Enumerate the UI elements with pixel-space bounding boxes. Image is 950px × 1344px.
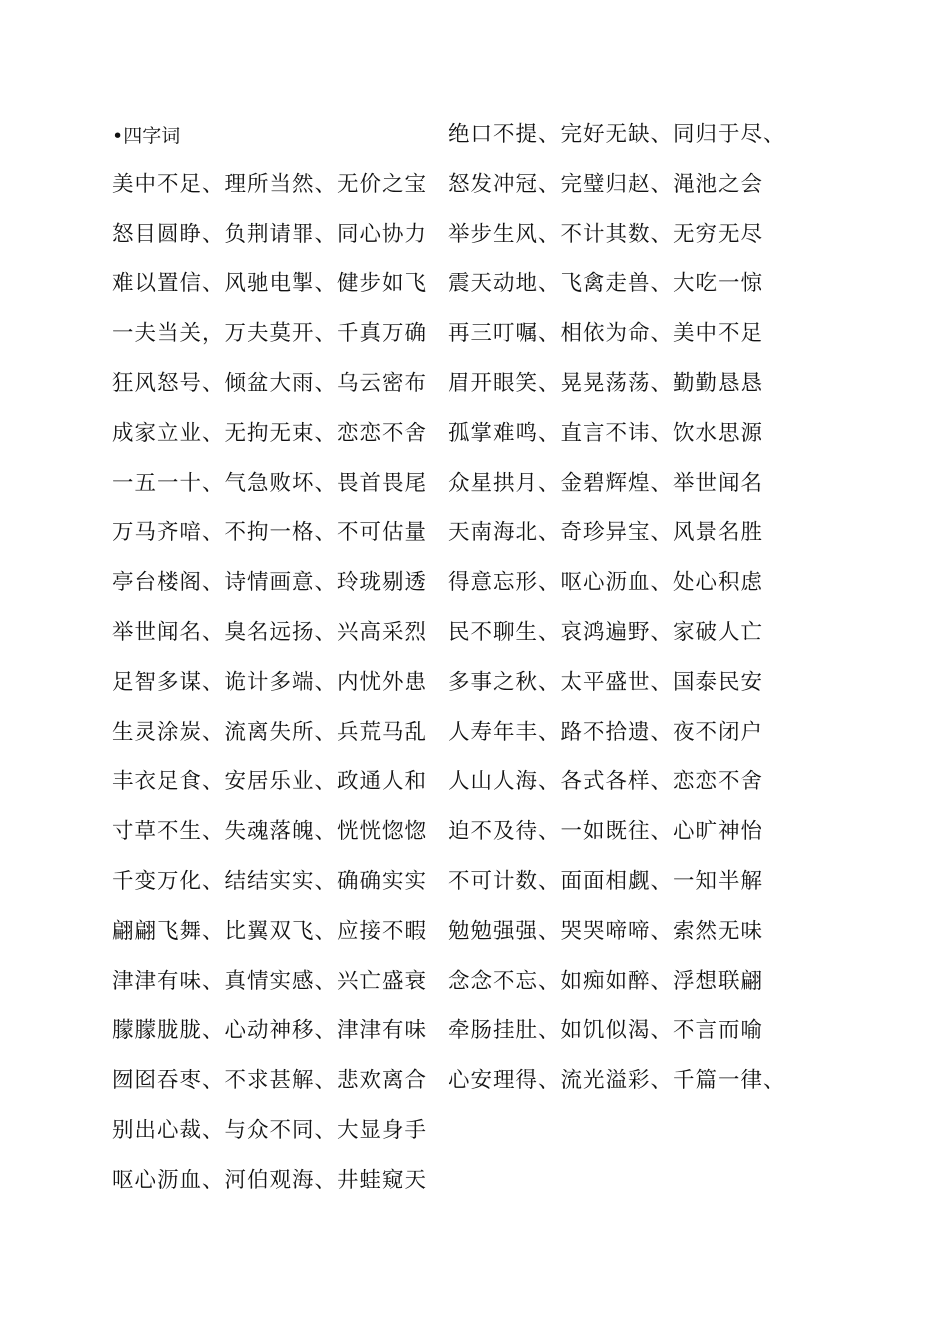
idiom-line: 民不聊生、哀鸿遍野、家破人亡 (448, 620, 764, 645)
idiom-line: 美中不足、理所当然、无价之宝 (112, 171, 428, 197)
idiom-line: 寸草不生、失魂落魄、恍恍惚惚 (112, 819, 428, 845)
idiom-line: 翩翩飞舞、比翼双飞、应接不暇 (112, 918, 428, 944)
idiom-line: 震天动地、飞禽走兽、大吃一惊 (448, 271, 764, 297)
idiom-line: 举步生风、不计其数、无穷无尽 (448, 221, 764, 247)
idiom-line: 一五一十、气急败坏、畏首畏尾 (112, 470, 428, 496)
idiom-line: 念念不忘、如痴如醉、浮想联翩 (448, 968, 764, 994)
idiom-line: 朦朦胧胧、心动神移、津津有味 (112, 1018, 428, 1044)
idiom-line: 足智多谋、诡计多端、内忧外患 (112, 669, 428, 695)
idiom-line: 迫不及待、一如既往、心旷神怡 (448, 819, 764, 845)
idiom-line: 生灵涂炭、流离失所、兵荒马乱 (112, 719, 428, 745)
idiom-line: 心安理得、流光溢彩、千篇一律、 (448, 1068, 786, 1094)
idiom-line: 举世闻名、臭名远扬、兴高采烈 (112, 620, 428, 645)
idiom-line: 再三叮嘱、相依为命、美中不足 (448, 321, 764, 347)
idiom-line: 难以置信、风驰电掣、健步如飞 (112, 271, 428, 297)
idiom-line: 亭台楼阁、诗情画意、玲珑剔透 (112, 570, 428, 596)
idiom-line: 勉勉强强、哭哭啼啼、索然无味 (448, 918, 764, 944)
idiom-line: 怒目圆睁、负荆请罪、同心协力 (112, 221, 428, 247)
idiom-line: 眉开眼笑、晃晃荡荡、勤勤恳恳 (448, 371, 764, 396)
idiom-line: 孤掌难鸣、直言不讳、饮水思源 (448, 420, 764, 446)
idiom-line: 绝口不提、完好无缺、同归于尽、 (448, 122, 786, 147)
idiom-line: 得意忘形、呕心沥血、处心积虑 (448, 570, 764, 596)
idiom-line: 千变万化、结结实实、确确实实 (112, 869, 428, 894)
idiom-line: 津津有味、真情实感、兴亡盛衰 (112, 968, 428, 994)
idiom-line: 牵肠挂肚、如饥似渴、不言而喻 (448, 1018, 764, 1044)
idiom-line: 众星拱月、金碧辉煌、举世闻名 (448, 470, 764, 496)
idiom-line: 怒发冲冠、完璧归赵、渑池之会 (448, 171, 764, 197)
idiom-line: 一夫当关，万夫莫开、千真万确 (112, 321, 428, 347)
idiom-line: 囫囵吞枣、不求甚解、悲欢离合 (112, 1068, 428, 1094)
idiom-line: 别出心裁、与众不同、大显身手 (112, 1118, 428, 1143)
idiom-line: 丰衣足食、安居乐业、政通人和 (112, 769, 428, 795)
idiom-line: 天南海北、奇珍异宝、风景名胜 (448, 520, 764, 546)
idiom-line: 人寿年丰、路不拾遗、夜不闭户 (448, 719, 764, 745)
idiom-line: 不可计数、面面相觑、一知半解 (448, 869, 764, 894)
idiom-line: 成家立业、无拘无束、恋恋不舍 (112, 420, 428, 446)
section-heading: •四字词 (112, 125, 181, 147)
idiom-line: 人山人海、各式各样、恋恋不舍 (448, 769, 764, 795)
idiom-line: 呕心沥血、河伯观海、井蛙窥天 (112, 1167, 428, 1193)
idiom-line: 万马齐喑、不拘一格、不可估量 (112, 520, 428, 546)
idiom-line: 多事之秋、太平盛世、国泰民安 (448, 669, 764, 695)
idiom-line: 狂风怒号、倾盆大雨、乌云密布 (112, 371, 428, 396)
